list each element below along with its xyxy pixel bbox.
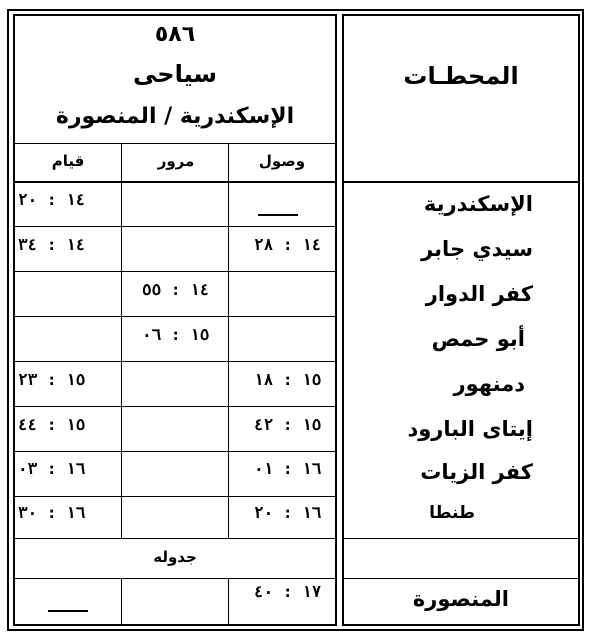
- station-name: دمنهور: [453, 372, 525, 396]
- col-header-arrival: وصول: [258, 152, 306, 170]
- station-name: إيتاى البارود: [407, 417, 533, 441]
- arrival-time: ١٧ : ٤٠: [254, 582, 322, 601]
- col-header-depart: قيام: [51, 152, 85, 170]
- col-divider-2: [228, 143, 229, 538]
- col-divider-1: [121, 143, 122, 538]
- row-line: [15, 361, 335, 362]
- row-line: [15, 538, 335, 539]
- empty-arrival-dash: [258, 214, 298, 216]
- row-line: [15, 578, 335, 579]
- col-divider-4: [228, 578, 229, 624]
- stations-panel: [342, 14, 580, 626]
- header-bottom-left: [15, 181, 335, 183]
- station-name: سيدي جابر: [421, 237, 533, 261]
- depart-time: ١٤ : ٢٠: [18, 190, 86, 209]
- station-name: المنصورة: [412, 587, 509, 611]
- depart-time: ١٥ : ٢٣: [18, 370, 86, 389]
- station-name: الإسكندرية: [423, 192, 533, 216]
- arrival-time: ١٤ : ٢٨: [254, 235, 322, 254]
- station-name: كفر الزيات: [420, 460, 533, 484]
- train-number: ٥٨٦: [154, 22, 196, 47]
- station-row-line: [344, 538, 578, 539]
- pass-time: ١٤ : ٥٥: [142, 280, 210, 299]
- schedule-note: جدوله: [153, 548, 197, 566]
- depart-time: ١٦ : ٣٠: [18, 503, 86, 522]
- arrival-time: ١٥ : ١٨: [254, 370, 322, 389]
- station-name: كفر الدوار: [425, 282, 533, 306]
- depart-time: ١٤ : ٣٤: [18, 235, 86, 254]
- row-line: [15, 226, 335, 227]
- row-line: [15, 406, 335, 407]
- row-line: [15, 451, 335, 452]
- row-line: [15, 496, 335, 497]
- row-line: [15, 316, 335, 317]
- station-name: أبو حمص: [431, 327, 525, 351]
- pass-time: ١٥ : ٠٦: [142, 325, 210, 344]
- depart-time: ١٦ : ٠٣: [18, 459, 86, 478]
- header-divider: [15, 143, 335, 144]
- stations-header: المحطـات: [403, 62, 519, 90]
- empty-depart-dash: [48, 610, 88, 612]
- arrival-time: ١٦ : ٢٠: [254, 503, 322, 522]
- arrival-time: ١٥ : ٤٢: [254, 415, 322, 434]
- station-name: طنطا: [429, 503, 475, 523]
- col-divider-3: [121, 578, 122, 624]
- arrival-time: ١٦ : ٠١: [254, 459, 322, 478]
- depart-time: ١٥ : ٤٤: [18, 415, 86, 434]
- train-route: الإسكندرية / المنصورة: [55, 104, 295, 129]
- row-line: [15, 271, 335, 272]
- col-header-pass: مرور: [157, 152, 195, 170]
- train-type: سياحى: [133, 60, 217, 88]
- station-row-line: [344, 578, 578, 579]
- header-bottom-right: [344, 181, 578, 183]
